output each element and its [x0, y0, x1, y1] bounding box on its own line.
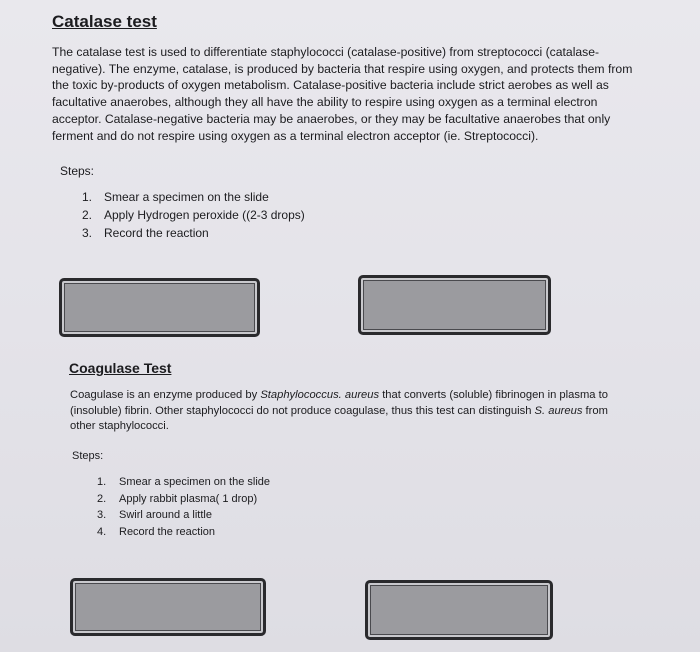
coagulase-paragraph: Coagulase is an enzyme produced by Staphylococcus. aureus that converts (soluble) fibrinogen in plasma to (insoluble) fibrin. Other staphylococci do not produce coagulase, thus this test can distinguish S. aureus from other staphylococci. — [70, 389, 608, 432]
catalase-title: Catalase test — [52, 12, 157, 31]
list-item: 4. Record the reaction — [97, 525, 215, 538]
list-item: 3. Swirl around a little — [97, 509, 212, 521]
list-item: 2. Apply rabbit plasma( 1 drop) — [97, 492, 258, 505]
list-item: 2. Apply Hydrogen peroxide ((2-3 drops) — [82, 208, 305, 222]
coagulase-answer-box-right[interactable] — [365, 580, 553, 640]
list-item: 3. Record the reaction — [82, 226, 209, 240]
catalase-answer-box-left[interactable] — [59, 278, 260, 337]
list-item: 1. Smear a specimen on the slide — [97, 476, 271, 488]
coagulase-title: Coagulase Test — [69, 360, 172, 376]
catalase-steps-label: Steps: — [60, 164, 95, 178]
list-item: 1. Smear a specimen on the slide — [82, 190, 269, 204]
coagulase-answer-box-left[interactable] — [70, 578, 266, 636]
coagulase-steps-label: Steps: — [72, 450, 104, 462]
catalase-steps-list — [82, 188, 305, 242]
catalase-answer-box-right[interactable] — [358, 275, 551, 335]
coagulase-steps-list — [97, 474, 270, 540]
catalase-paragraph: The catalase test is used to differentiate staphylococci (catalase-positive) from streptococci (catalase-negative). The enzyme, catalase, is produced by bacteria that respire using oxygen, and protects them from the toxic by-products of oxygen metabolism. Catalase-positive bacteria include strict aerobes as well as facultative anaerobes, although they all have the ability to respire using oxygen as a terminal electron acceptor. Catalase-negative bacteria may be anaerobes, or they may be facultative anaerobes that only ferment and do not respire using oxygen as a terminal electron acceptor (ie. Streptococci). — [52, 45, 633, 143]
